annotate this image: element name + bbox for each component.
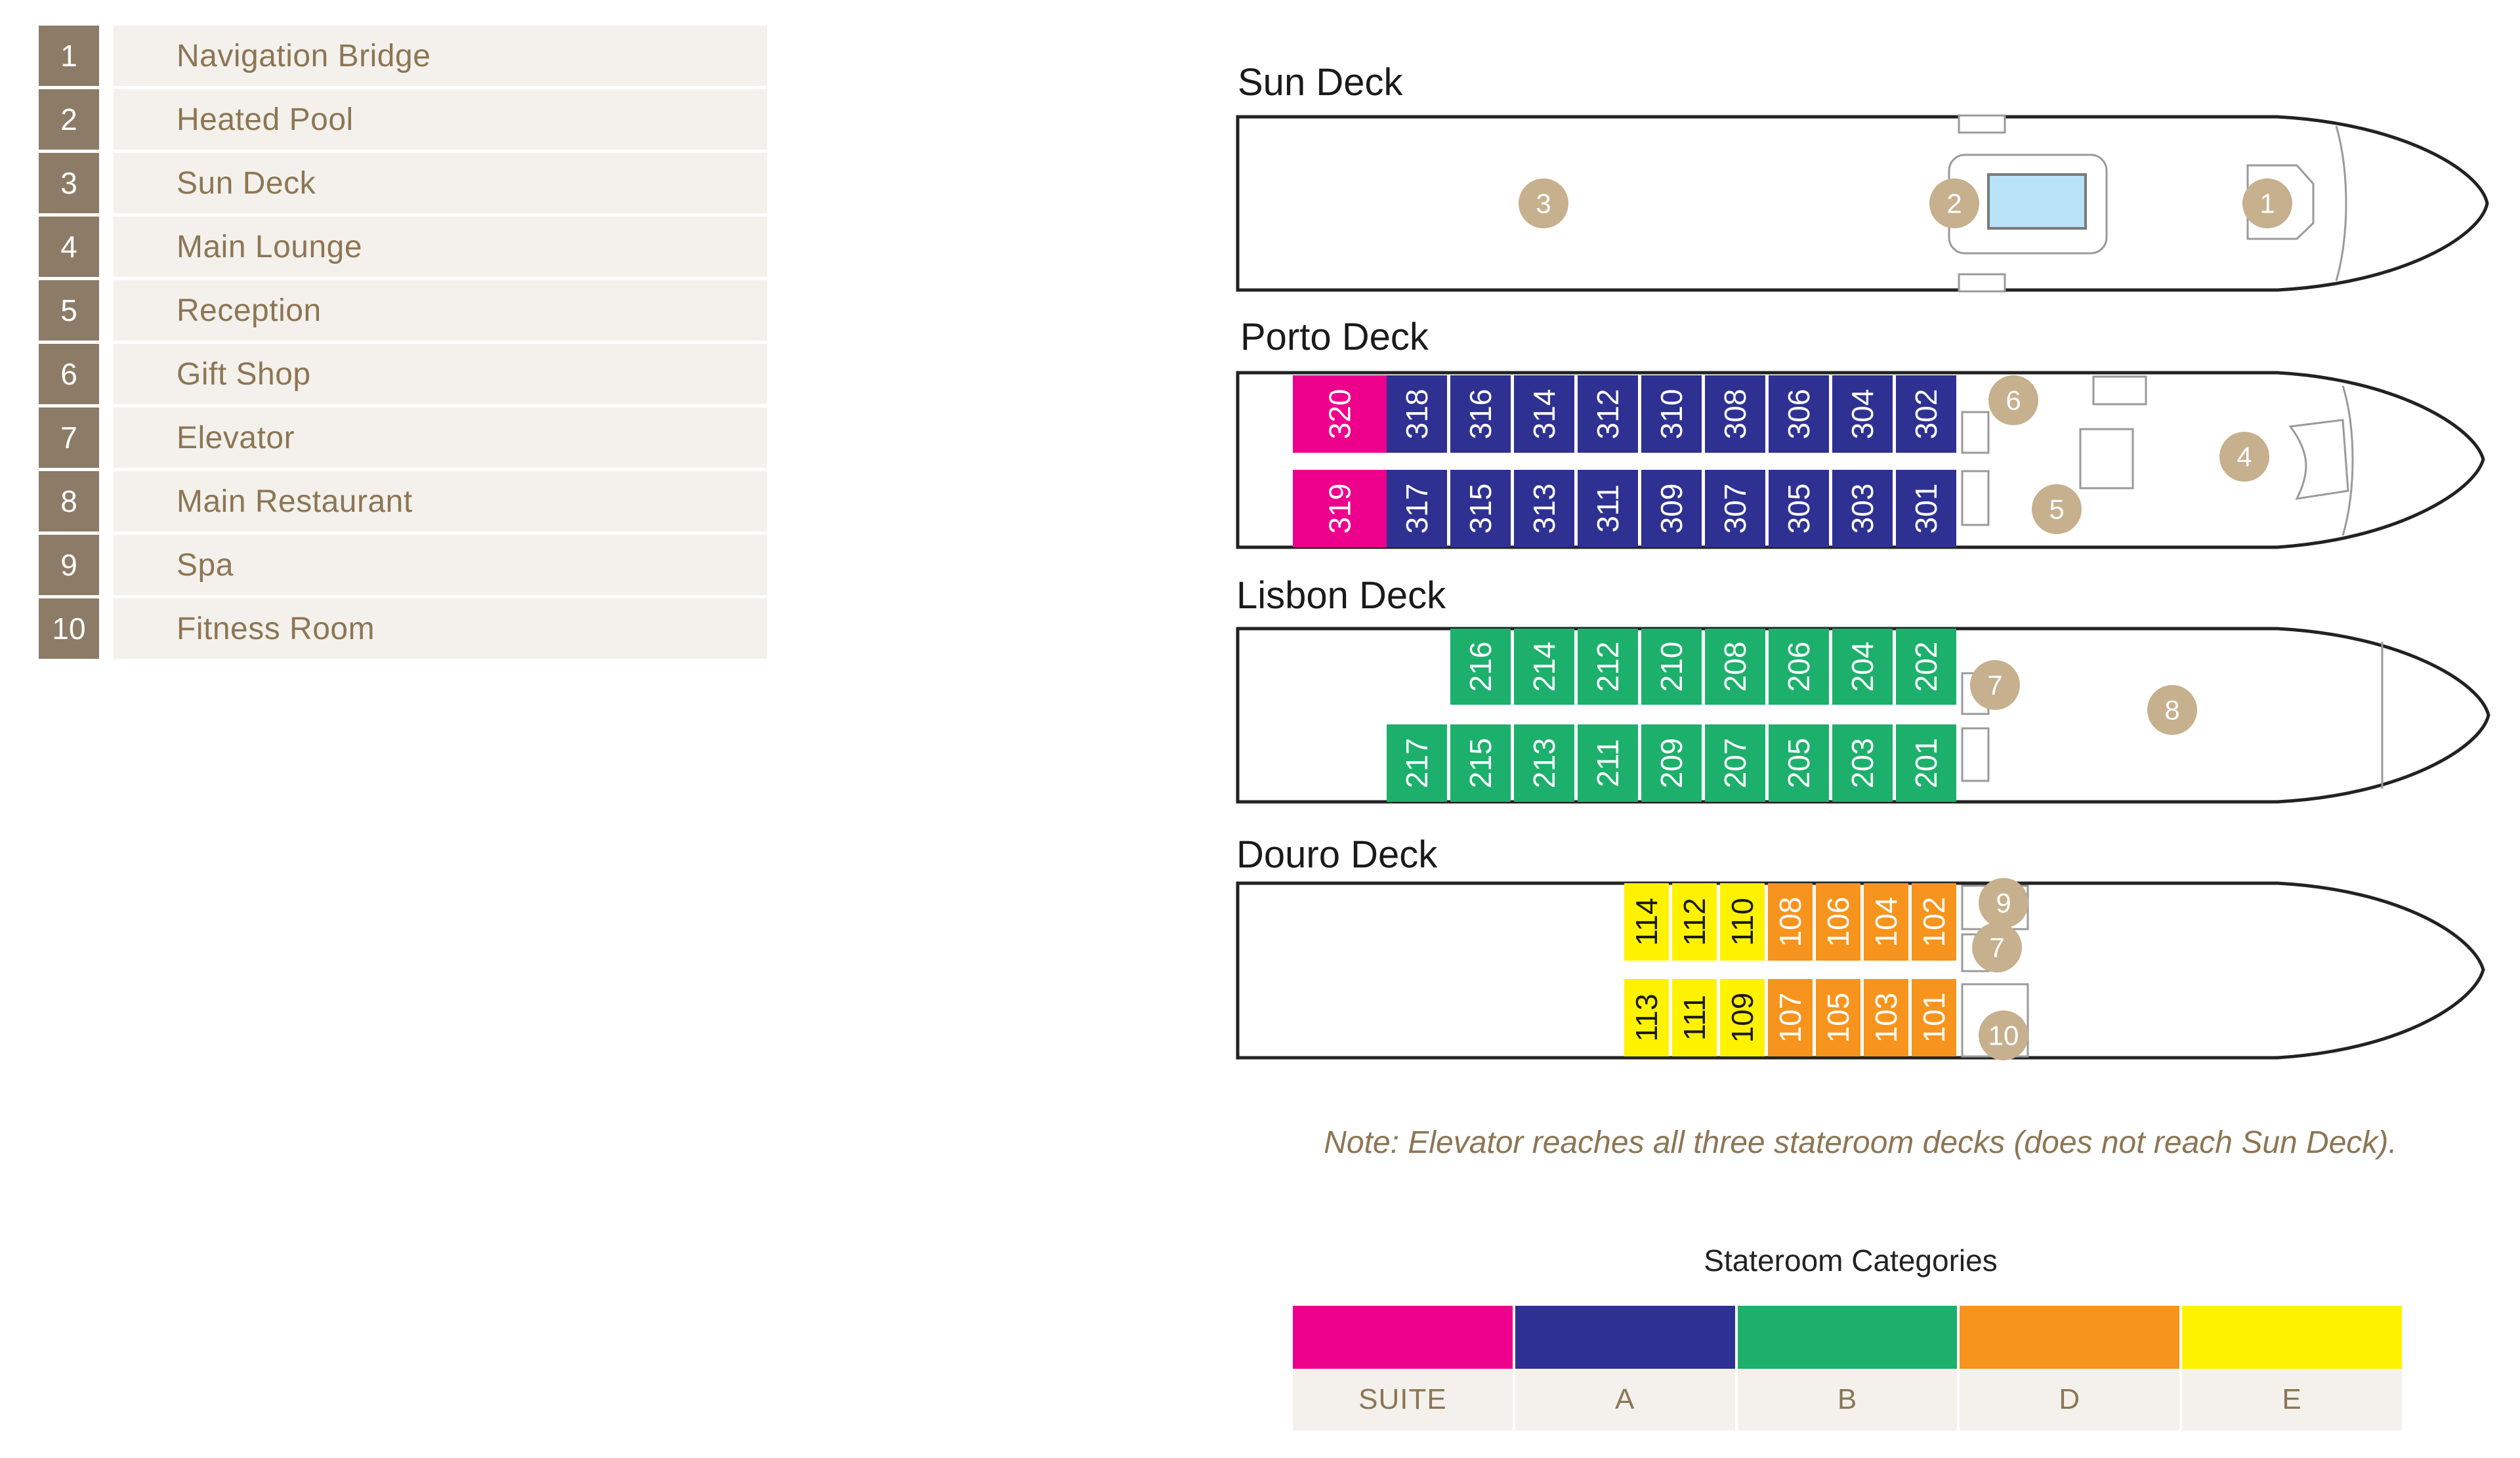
douro-top-cabins bbox=[1624, 883, 1956, 961]
facility-marker-number: 5 bbox=[2049, 493, 2065, 525]
facility-marker-number: 7 bbox=[1989, 932, 2005, 963]
cabin-number: 301 bbox=[1909, 483, 1943, 534]
category-swatch bbox=[1960, 1306, 2179, 1369]
category-swatch bbox=[1515, 1306, 1735, 1369]
facility-marker-number: 8 bbox=[2164, 694, 2180, 726]
porto-deck bbox=[1238, 316, 2483, 547]
cabin-number: 216 bbox=[1463, 641, 1498, 692]
cabin-number: 306 bbox=[1782, 388, 1816, 440]
category-d bbox=[1960, 1306, 2179, 1432]
porto-top-cabins bbox=[1293, 375, 1956, 453]
legend-number: 10 bbox=[39, 598, 99, 659]
facility-marker-number: 6 bbox=[2006, 385, 2021, 416]
cabin-number: 203 bbox=[1845, 738, 1880, 789]
cabin-number: 102 bbox=[1917, 896, 1951, 948]
gift-shop-counter bbox=[2093, 377, 2146, 404]
category-e bbox=[2182, 1306, 2402, 1432]
cabin-number: 211 bbox=[1591, 739, 1625, 787]
category-label: D bbox=[1960, 1369, 2179, 1430]
facility-marker-number: 2 bbox=[1946, 188, 1962, 219]
cabin-number: 206 bbox=[1782, 641, 1816, 692]
cabin-number: 202 bbox=[1909, 641, 1943, 692]
legend-number: 2 bbox=[39, 89, 99, 150]
cabin-number: 114 bbox=[1629, 898, 1664, 946]
legend-label: Main Lounge bbox=[114, 217, 767, 277]
porto-bottom-cabins bbox=[1293, 470, 1956, 547]
cabin-number: 315 bbox=[1463, 483, 1498, 534]
cabin-number: 208 bbox=[1718, 641, 1752, 692]
cabin-number: 213 bbox=[1527, 738, 1561, 789]
facility-marker-number: 9 bbox=[1996, 887, 2011, 919]
legend-number: 7 bbox=[39, 407, 99, 468]
cabin-number: 108 bbox=[1773, 896, 1807, 948]
legend-number: 4 bbox=[39, 217, 99, 277]
legend-label: Spa bbox=[114, 535, 767, 595]
cabin-number: 217 bbox=[1400, 738, 1434, 789]
stair-bottom bbox=[1959, 274, 2005, 291]
legend-label: Navigation Bridge bbox=[114, 26, 767, 86]
category-label: E bbox=[2182, 1369, 2402, 1430]
category-label: B bbox=[1738, 1369, 1958, 1430]
cabin-number: 317 bbox=[1400, 483, 1434, 534]
cabin-number: 311 bbox=[1591, 484, 1625, 533]
cabin-number: 105 bbox=[1821, 992, 1855, 1043]
cabin-number: 205 bbox=[1782, 738, 1816, 789]
cabin-number: 112 bbox=[1677, 898, 1712, 946]
stair-top bbox=[1959, 115, 2005, 133]
pool-water bbox=[1988, 175, 2086, 228]
cabin-number: 310 bbox=[1654, 388, 1689, 440]
cabin-number: 319 bbox=[1322, 483, 1357, 534]
deck-title-lisbon: Lisbon Deck bbox=[1236, 574, 1446, 617]
legend-label: Gift Shop bbox=[114, 344, 767, 404]
category-swatch bbox=[1293, 1306, 1513, 1369]
stair-porto bbox=[1962, 471, 1988, 525]
lisbon-bottom-cabins bbox=[1387, 724, 1956, 802]
cabin-number: 313 bbox=[1527, 483, 1561, 534]
cabin-number: 110 bbox=[1725, 898, 1759, 946]
category-swatch bbox=[2182, 1306, 2402, 1369]
sun-deck bbox=[1238, 61, 2487, 291]
cabin-number: 113 bbox=[1629, 993, 1664, 1042]
category-suite bbox=[1293, 1306, 1513, 1432]
legend-number: 3 bbox=[39, 153, 99, 213]
cabin-number: 214 bbox=[1527, 641, 1561, 692]
stair-lisbon bbox=[1962, 728, 1988, 781]
cabin-number: 303 bbox=[1845, 483, 1880, 534]
cabin-number: 209 bbox=[1654, 738, 1689, 789]
legend-label: Reception bbox=[114, 280, 767, 341]
cabin-number: 107 bbox=[1773, 992, 1807, 1043]
cabin-number: 215 bbox=[1463, 738, 1498, 789]
facility-marker-number: 7 bbox=[1987, 669, 2003, 701]
douro-bottom-cabins bbox=[1624, 979, 1956, 1056]
cabin-number: 307 bbox=[1718, 483, 1752, 534]
facility-marker-number: 3 bbox=[1536, 188, 1551, 219]
deck-title-sun: Sun Deck bbox=[1238, 61, 1403, 104]
legend-number: 8 bbox=[39, 471, 99, 531]
cabin-number: 204 bbox=[1845, 641, 1880, 692]
deck-title-porto: Porto Deck bbox=[1240, 316, 1429, 358]
cabin-number: 316 bbox=[1463, 388, 1498, 440]
deck-title-douro: Douro Deck bbox=[1236, 833, 1438, 876]
cabin-number: 104 bbox=[1869, 896, 1903, 948]
lisbon-deck bbox=[1236, 574, 2488, 802]
cabin-number: 111 bbox=[1677, 995, 1712, 1041]
cabin-number: 312 bbox=[1591, 388, 1625, 440]
category-label: SUITE bbox=[1293, 1369, 1513, 1430]
facility-marker-number: 10 bbox=[1988, 1020, 2019, 1051]
elevator-note: Note: Elevator reaches all three stateroom decks (does not reach Sun Deck). bbox=[1324, 1125, 2397, 1160]
reception-desk bbox=[2080, 429, 2133, 488]
legend-label: Fitness Room bbox=[114, 598, 767, 659]
cabin-number: 106 bbox=[1821, 896, 1855, 948]
cabin-number: 207 bbox=[1718, 738, 1752, 789]
stateroom-categories bbox=[1293, 1306, 2402, 1432]
category-a bbox=[1515, 1306, 1735, 1432]
categories-title: Stateroom Categories bbox=[1704, 1243, 1998, 1278]
legend-label: Elevator bbox=[114, 407, 767, 468]
cabin-number: 314 bbox=[1527, 388, 1561, 440]
legend-number: 6 bbox=[39, 344, 99, 404]
legend-number: 1 bbox=[39, 26, 99, 86]
legend-number: 5 bbox=[39, 280, 99, 341]
category-b bbox=[1738, 1306, 1958, 1432]
cabin-number: 201 bbox=[1909, 738, 1943, 789]
legend-label: Main Restaurant bbox=[114, 471, 767, 531]
cabin-number: 305 bbox=[1782, 483, 1816, 534]
legend-label: Heated Pool bbox=[114, 89, 767, 150]
cabin-number: 309 bbox=[1654, 483, 1689, 534]
cabin-number: 210 bbox=[1654, 641, 1689, 692]
cabin-number: 101 bbox=[1917, 992, 1951, 1043]
cabin-number: 109 bbox=[1725, 992, 1759, 1043]
facility-marker-number: 4 bbox=[2236, 441, 2252, 472]
elevator-top bbox=[1962, 412, 1988, 453]
cabin-number: 308 bbox=[1718, 388, 1752, 440]
cabin-number: 320 bbox=[1322, 388, 1357, 440]
facility-marker-number: 1 bbox=[2259, 188, 2275, 219]
legend-number: 9 bbox=[39, 535, 99, 595]
category-label: A bbox=[1515, 1369, 1735, 1430]
category-swatch bbox=[1738, 1306, 1958, 1369]
douro-deck bbox=[1236, 833, 2483, 1058]
cabin-number: 304 bbox=[1845, 388, 1880, 440]
cabin-number: 302 bbox=[1909, 388, 1943, 440]
cabin-number: 212 bbox=[1591, 641, 1625, 692]
cabin-number: 103 bbox=[1869, 992, 1903, 1043]
legend-label: Sun Deck bbox=[114, 153, 767, 213]
cabin-number: 318 bbox=[1400, 388, 1434, 440]
